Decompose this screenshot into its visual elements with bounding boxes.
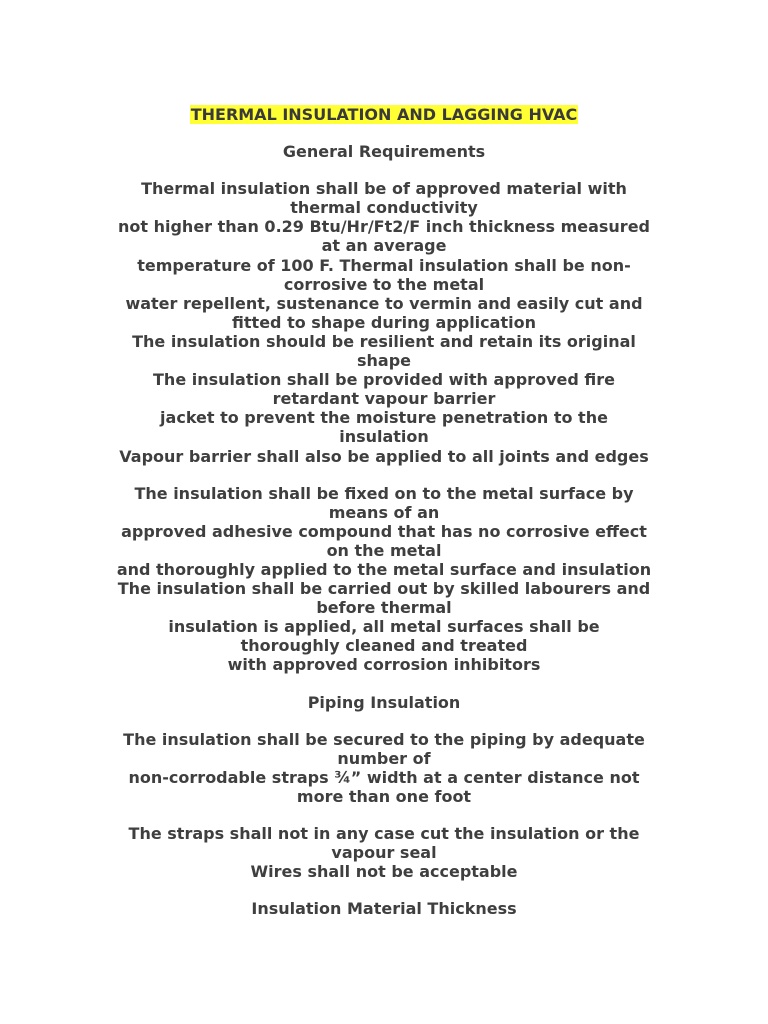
text-line: jacket to prevent the moisture penetration to the (160, 408, 608, 428)
title-highlight: THERMAL INSULATION AND LAGGING HVAC (190, 105, 578, 124)
text-line: and thoroughly applied to the metal surface and insulation (116, 559, 652, 579)
text-line: The insulation shall be carried out by skilled labourers and (117, 579, 651, 599)
text-line: corrosive to the metal (283, 274, 485, 294)
text-line: The insulation shall be provided with approved fire (153, 370, 615, 390)
text-line: vapour seal (331, 843, 437, 863)
text-line: Vapour barrier shall also be applied to all joints and edges (119, 446, 649, 466)
section-heading-general: General Requirements (282, 142, 486, 162)
general-paragraph-2 (90, 484, 678, 675)
document-title (90, 105, 678, 124)
text-line: thoroughly cleaned and treated (240, 636, 528, 656)
text-line: insulation (339, 427, 429, 447)
text-line: Wires shall not be acceptable (250, 862, 518, 882)
text-line: means of an (328, 502, 440, 522)
piping-paragraph-1 (90, 730, 678, 806)
text-line: non-corrodable straps ¾” width at a center distance not (128, 767, 640, 787)
text-line: not higher than 0.29 Btu/Hr/Ft2/F inch thickness measured (118, 217, 650, 237)
document-content (90, 105, 678, 918)
text-line: The insulation shall be secured to the piping by adequate (123, 729, 645, 749)
text-line: shape (356, 351, 411, 371)
text-line: The insulation should be resilient and retain its original (132, 331, 636, 351)
general-paragraph-1 (90, 179, 678, 465)
text-line: Thermal insulation shall be of approved material with (141, 179, 627, 199)
text-line: fitted to shape during application (232, 312, 536, 332)
piping-paragraph-2 (90, 824, 678, 881)
text-line: more than one foot (296, 786, 472, 806)
section-heading-piping: Piping Insulation (307, 692, 461, 712)
text-line: water repellent, sustenance to vermin and easily cut and (125, 293, 643, 313)
text-line: The straps shall not in any case cut the insulation or the (128, 824, 640, 843)
text-line: with approved corrosion inhibitors (227, 655, 541, 675)
text-line: before thermal (316, 598, 452, 618)
text-line: The insulation shall be fixed on to the metal surface by (134, 483, 634, 503)
text-line: retardant vapour barrier (272, 389, 496, 409)
text-line: temperature of 100 F. Thermal insulation shall be non- (137, 255, 631, 275)
text-line: number of (337, 748, 431, 768)
text-line: thermal conductivity (290, 198, 478, 218)
text-line: insulation is applied, all metal surfaces shall be (168, 617, 600, 637)
text-line: on the metal (326, 540, 442, 560)
section-heading-thickness: Insulation Material Thickness (251, 899, 517, 919)
text-line: approved adhesive compound that has no corrosive effect (121, 521, 647, 541)
text-line: at an average (321, 236, 447, 256)
